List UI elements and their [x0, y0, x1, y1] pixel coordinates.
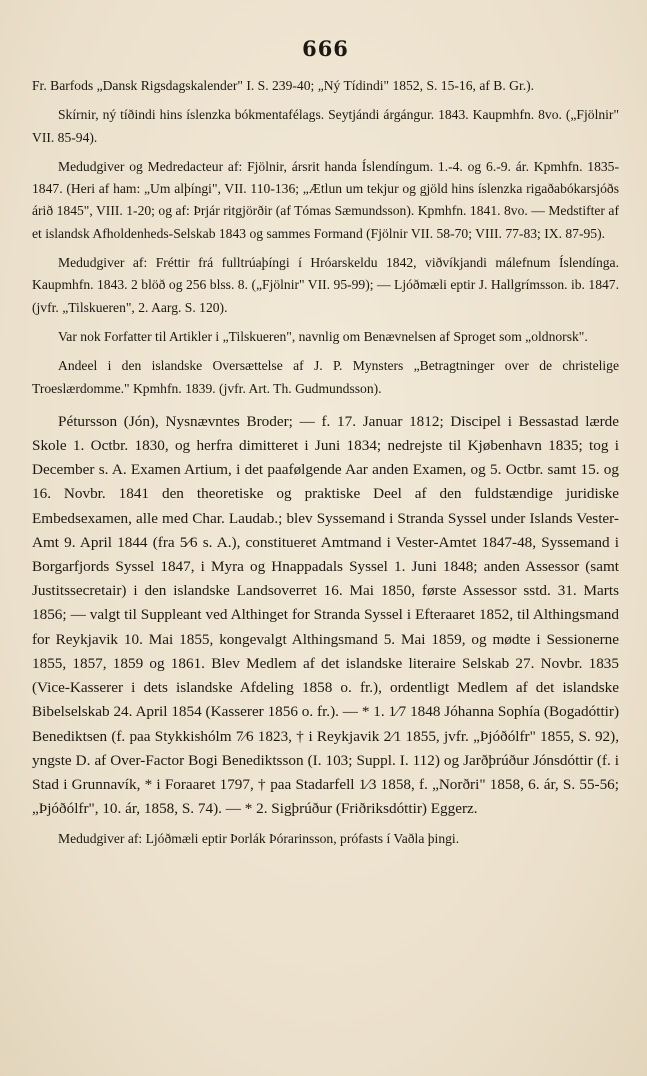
paragraph-skirnir: Skírnir, ný tíðindi hins íslenzka bókmentafélags. Seytjándi árgángur. 1843. Kaupmhfn. 8vo. („Fjölnir" VII. 85-94). — [32, 107, 619, 145]
entry-petursson-jon: Pétursson (Jón), Nysnævntes Broder; — f. 17. Januar 1812; Discipel i Bessastad lærde Skole 1. Octbr. 1830, og herfra dimitteret i Juni 1834; nedrejste til Kjøbenhavn 1835; tog i December s. A. Examen Artium, i det paafølgende Aar anden Examen, og 5. Octbr. samt 15. og 16. Novbr. 1841 den theoretiske og praktiske Deel af den fuldstændige juridiske Embedsexamen, alle med Char. Laudab.; blev Syssemand i Stranda Syssel under Islands Vester-Amt 9. April 1844 (fra 5⁄6 s. A.), constitueret Amtmand i Vester-Amtet 1847-48, Syssemand i Borgarfjords Syssel 1847, i Myra og Hnappadals Syssel 1. Juni 1848; anden Assessor (samt Justitssecretair) i den islandske Landsoverret 16. Mai 1850, første Assessor sstd. 31. Marts 1856; — valgt til Suppleant ved Althinget for Stranda Syssel i Efteraaret 1852, til Althingsmand for Reykjavik 10. Mai 1855, kongevalgt Althingsmand 5. Mai 1859, og mødte i Sessionerne 1855, 1857, 1859 og 1861. Blev Medlem af det islandske literaire Selskab 27. Novbr. 1835 (Vice-Kasserer i dets islandske Afdeling 1858 o. fr.), ordentligt Medlem af det islandske Bibelselskab 24. April 1854 (Kasserer 1856 o. fr.). — * 1. 1⁄7 1848 Jóhanna Sophía (Bogadóttir) Benediktsen (f. paa Stykkishólm 7⁄6 1823, † i Reykjavik 2⁄1 1855, jvfr. „Þjóðólfr" 1855, S. 92), yngste D. af Over-Factor Bogi Benediktsson (I. 103; Suppl. I. 112) og Jarðþrúður Jónsdóttir (f. i Stad i Grunnavík, * i Foraaret 1797, † paa Stadarfell 1⁄3 1858, f. „Norðri" 1858, 6. ár, S. 55-56; „Þjóðólfr", 10. ár, 1858, S. 74). — * 2. Sigþrúður (Friðriksdóttir) Eggerz. — [32, 412, 619, 818]
paragraph-reference-continuation: Fr. Barfods „Dansk Rigsdagskalender" I. S. 239-40; „Ný Tídindi" 1852, S. 15-16, af B. Gr.). — [32, 78, 535, 93]
paragraph-fjolnir-editor: Medudgiver og Medredacteur af: Fjölnir, ársrit handa Íslendíngum. 1.-4. og 6.-9. ár. Kpmhfn. 1835-1847. (Heri af ham: „Um alþíngi", VII. 110-136; „Ætlun um tekjur og gjöld hins íslenzka rigaðabókarsjóðs árið 1845", VIII. 1-20; og af: Þrjár ritgjörðir (af Tómas Sæmundsson). Kpmhfn. 1841. 8vo. — Medstifter af et islandsk Afholdenheds-Selskab 1843 og sammes Formand (Fjölnir VII. 58-70; VIII. 77-83; IX. 87-95). — [32, 158, 619, 241]
paragraph-frettir-editor: Medudgiver af: Fréttir frá fulltrúaþíngi í Hróarskeldu 1842, viðvíkjandi málefnum Íslendínga. Kaupmhfn. 1843. 2 blöð og 256 blss. 8. („Fjölnir" VII. 95-99); — Ljóðmæli eptir J. Hallgrímsson. ib. 1847. (jvfr. „Tilskueren", 2. Aarg. S. 120). — [32, 255, 619, 315]
page-number: 666 — [302, 36, 349, 61]
paragraph-ljodmaeli-editor: Medudgiver af: Ljóðmæli eptir Þorlák Þórarinsson, prófasts í Vaðla þingi. — [58, 831, 460, 847]
paragraph-translation: Andeel i den islandske Oversættelse af J. P. Mynsters „Betragtninger over de christelige Troeslærdomme." Kpmhfn. 1839. (jvfr. Art. Th. Gudmundsson). — [32, 358, 619, 396]
paragraph-tilskueren: Var nok Forfatter til Artikler i „Tilskueren", navnlig om Benævnelsen af Sproget som „oldnorsk". — [58, 328, 588, 344]
